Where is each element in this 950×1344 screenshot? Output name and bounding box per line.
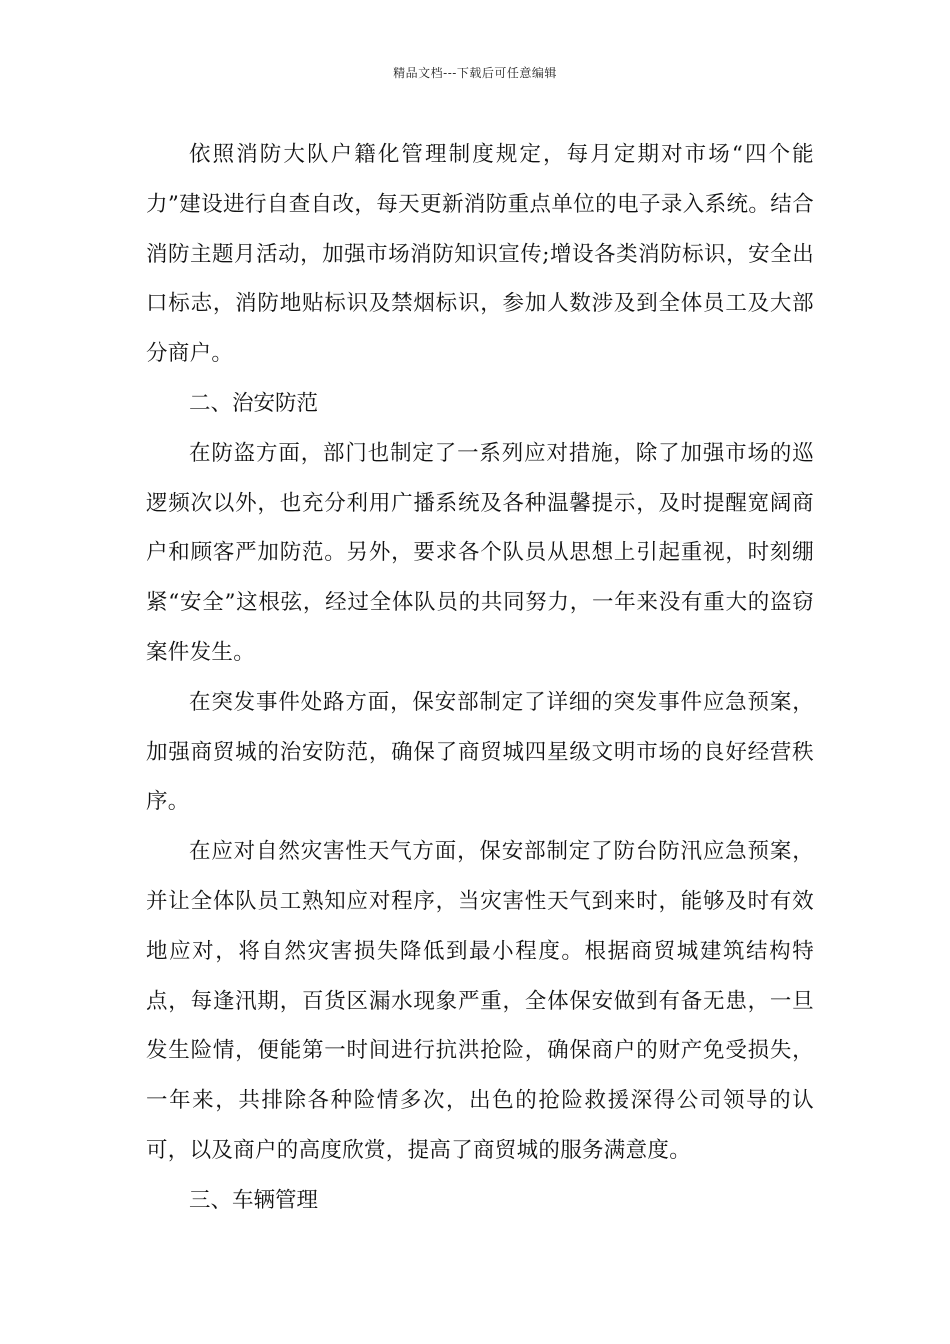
paragraph-emergency-handling: 在突发事件处路方面，保安部制定了详细的突发事件应急预案，加强商贸城的治安防范，确保了商贸城四星级文明市场的良好经营秩序。 xyxy=(146,689,814,815)
paragraph-natural-disaster: 在应对自然灾害性天气方面，保安部制定了防台防汛应急预案，并让全体队员工熟知应对程序，当灾害性天气到来时，能够及时有效地应对，将自然灾害损失降低到最小程度。根据商贸城建筑结构特点，每逢汛期，百货区漏水现象严重，全体保安做到有备无患，一旦发生险情，便能第一时间进行抗洪抢险，确保商户的财产免受损失，一年来，共排除各种险情多次，出色的抢险救援深得公司领导的认可，以及商户的高度欣赏，提高了商贸城的服务满意度。 xyxy=(146,839,814,1163)
paragraph-fire-management: 依照消防大队户籍化管理制度规定，每月定期对市场“四个能力”建设进行自查自改，每天更新消防重点单位的电子录入系统。结合消防主题月活动，加强市场消防知识宣传;增设各类消防标识，安全出口标志，消防地贴标识及禁烟标识，参加人数涉及到全体员工及大部分商户。 xyxy=(146,142,814,367)
section-heading-vehicles: 三、车辆管理 xyxy=(189,1187,319,1213)
page-header: 精品文档---下载后可任意编辑 xyxy=(393,66,557,80)
paragraph-theft-prevention: 在防盗方面，部门也制定了一系列应对措施，除了加强市场的巡逻频次以外，也充分利用广播系统及各种温馨提示，及时提醒宽阔商户和顾客严加防范。另外，要求各个队员从思想上引起重视，时刻绷紧“安全”这根弦，经过全体队员的共同努力，一年来没有重大的盗窃案件发生。 xyxy=(146,440,814,665)
section-heading-security: 二、治安防范 xyxy=(189,390,319,416)
document-body xyxy=(146,130,814,1226)
